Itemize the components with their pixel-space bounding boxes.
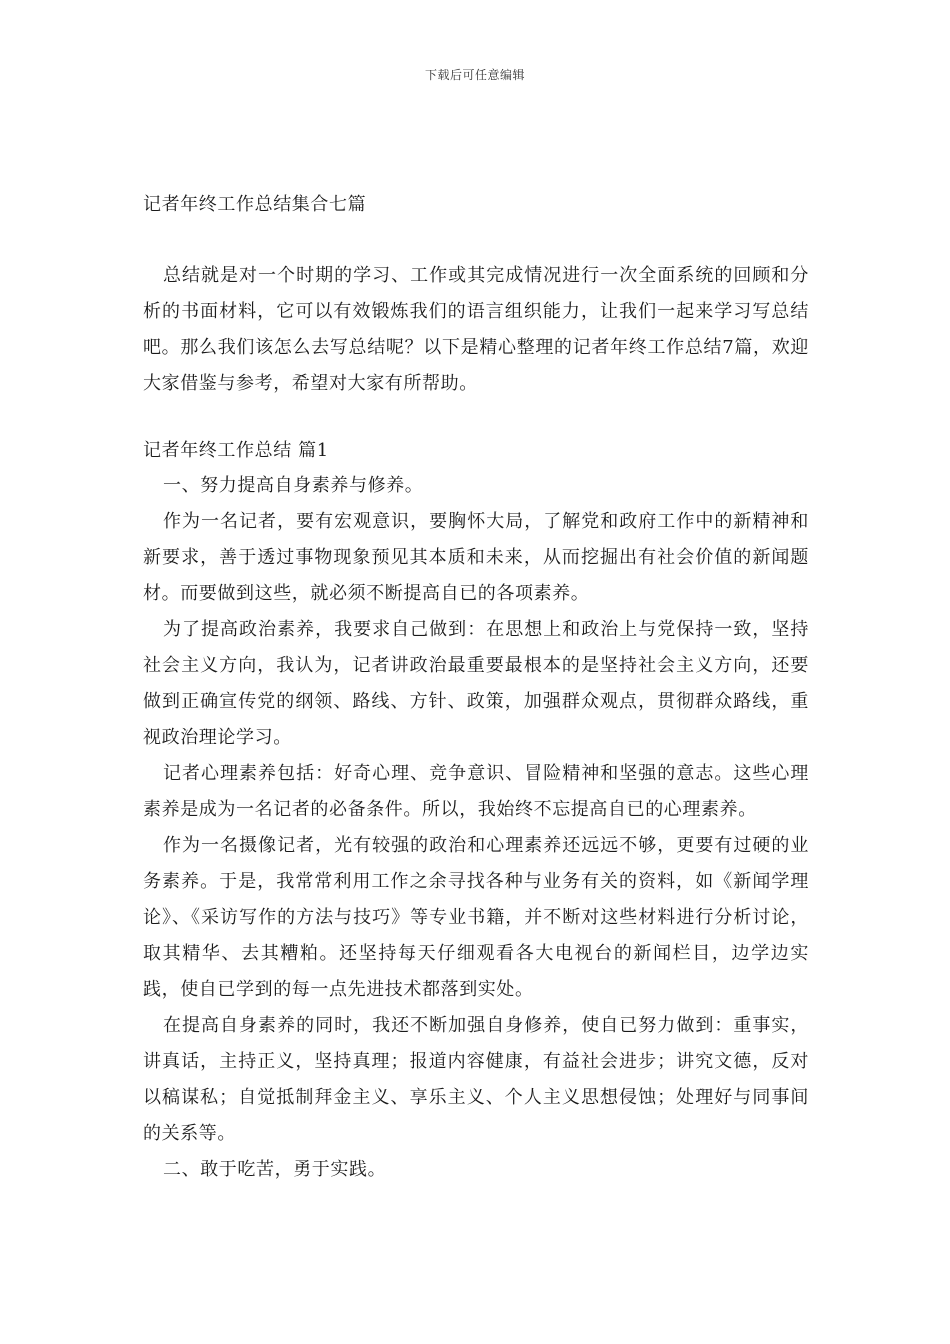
body-paragraph: 为了提高政治素养，我要求自己做到：在思想上和政治上与党保持一致，坚持社会主义方向，我认为，记者讲政治最重要最根本的是坚持社会主义方向，还要做到正确宣传党的纲领、路线、方针、政策，加强群众观点，贯彻群众路线，重视政治理论学习。 xyxy=(143,619,809,748)
header-note: 下载后可任意编辑 xyxy=(424,68,525,82)
body-paragraph: 记者心理素养包括：好奇心理、竞争意识、冒险精神和坚强的意志。这些心理素养是成为一名记者的必备条件。所以，我始终不忘提高自已的心理素养。 xyxy=(143,763,809,820)
section-title: 记者年终工作总结 篇1 xyxy=(143,440,329,461)
document-body xyxy=(143,192,809,1188)
body-paragraph: 在提高自身素养的同时，我还不断加强自身修养，使自已努力做到：重事实，讲真话，主持正义，坚持真理；报道内容健康，有益社会进步；讲究文德，反对以稿谋私；自觉抵制拜金主义、享乐主义、个人主义思想侵蚀；处理好与同事间的关系等。 xyxy=(143,1015,809,1144)
section-heading-2: 二、敢于吃苦，勇于实践。 xyxy=(163,1159,387,1180)
document-title: 记者年终工作总结集合七篇 xyxy=(143,194,367,215)
body-paragraph: 作为一名摄像记者，光有较强的政治和心理素养还远远不够，更要有过硬的业务素养。于是，我常常利用工作之余寻找各种与业务有关的资料，如《新闻学理论》、《采访写作的方法与技巧》等专业书籍，并不断对这些材料进行分析讨论，取其精华、去其糟粕。还坚持每天仔细观看各大电视台的新闻栏目，边学边实践，使自已学到的每一点先进技术都落到实处。 xyxy=(143,835,809,1000)
intro-paragraph: 总结就是对一个时期的学习、工作或其完成情况进行一次全面系统的回顾和分析的书面材料，它可以有效锻炼我们的语言组织能力，让我们一起来学习写总结吧。那么我们该怎么去写总结呢？以下是精心整理的记者年终工作总结7篇，欢迎大家借鉴与参考，希望对大家有所帮助。 xyxy=(143,265,809,394)
section-heading-1: 一、努力提高自身素养与修养。 xyxy=(163,475,424,496)
body-paragraph: 作为一名记者，要有宏观意识，要胸怀大局，了解党和政府工作中的新精神和新要求，善于透过事物现象预见其本质和未来，从而挖掘出有社会价值的新闻题材。而要做到这些，就必须不断提高自已的各项素养。 xyxy=(143,511,809,604)
